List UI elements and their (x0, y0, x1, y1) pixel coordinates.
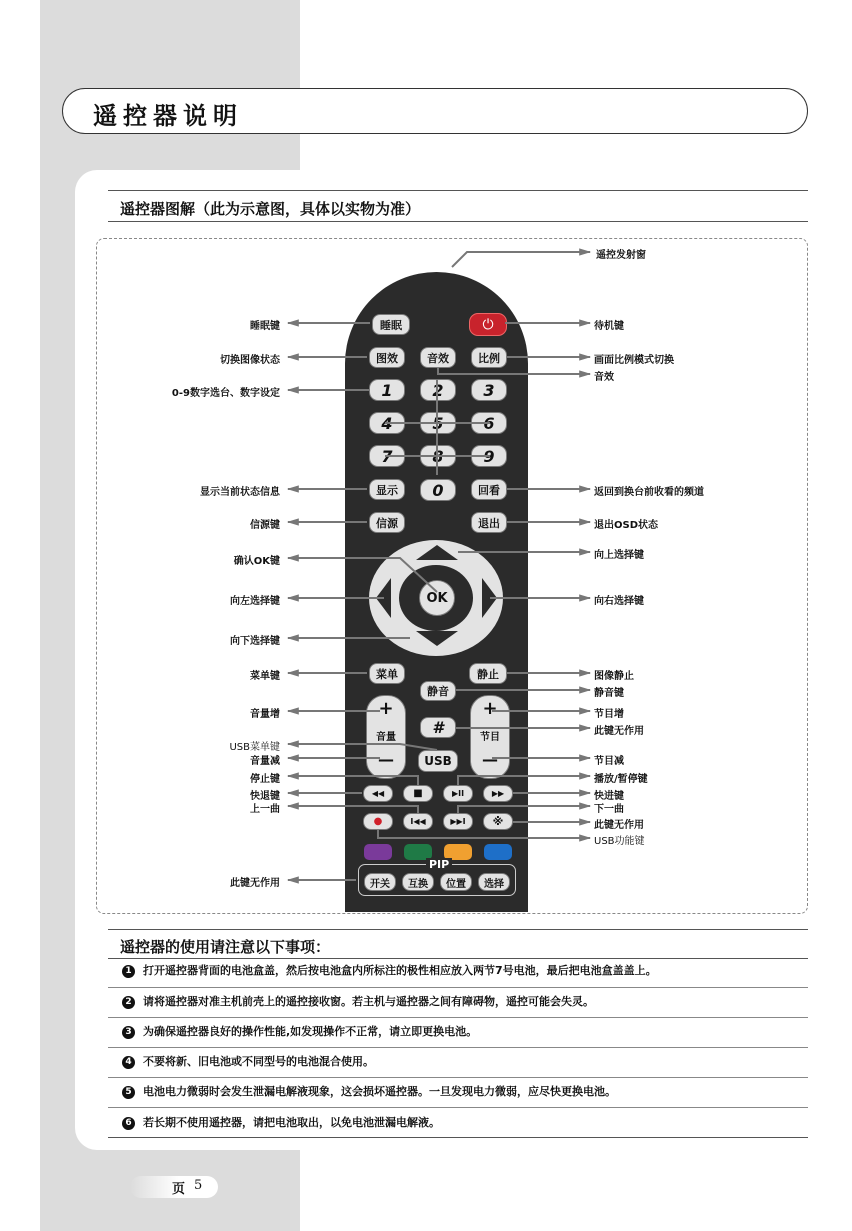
label-channel-down: 节目减 (594, 756, 624, 767)
label-channel-up: 节目增 (594, 709, 624, 720)
label-sleep: 睡眠键 (250, 321, 280, 332)
number-button[interactable]: 3 (471, 379, 507, 401)
note-item (122, 1023, 477, 1039)
note-text: 为确保遥控器良好的操作性能,如发现操作不正常，请立即更换电池。 (143, 1025, 478, 1038)
divider (108, 929, 808, 930)
number-button[interactable]: 2 (420, 379, 456, 401)
menu-button[interactable]: 菜单 (369, 663, 405, 684)
note-item (122, 993, 594, 1009)
label-display: 显示当前状态信息 (200, 487, 280, 498)
sound-button[interactable]: 音效 (420, 347, 456, 368)
mute-button[interactable]: 静音 (420, 681, 456, 701)
record-button[interactable]: ● (363, 813, 393, 830)
label-usb-menu: USB菜单键 (229, 742, 280, 753)
freeze-button[interactable]: 静止 (469, 663, 507, 684)
page-number: 5 (194, 1178, 203, 1193)
number-button[interactable]: 5 (420, 412, 456, 434)
label-star: 此键无作用 (594, 820, 644, 831)
pip-position-button[interactable]: 位置 (440, 873, 472, 891)
label-usb-function: USB功能键 (594, 836, 645, 847)
note-number: 5 (122, 1086, 135, 1099)
label-pip: 此键无作用 (230, 878, 280, 889)
note-text: 打开遥控器背面的电池盒盖，然后按电池盒内所标注的极性相应放入两节7号电池，最后把电池盒盖盖上。 (143, 964, 657, 977)
divider (108, 958, 808, 959)
label-emitter: 遥控发射窗 (596, 250, 646, 261)
pip-swap-button[interactable]: 互换 (402, 873, 434, 891)
label-down: 向下选择键 (230, 636, 280, 647)
number-button[interactable]: 4 (369, 412, 405, 434)
number-button[interactable]: 9 (471, 445, 507, 467)
rewind-button[interactable]: ◀◀ (363, 785, 393, 802)
channel-plus: + (482, 698, 498, 719)
label-play: 播放/暂停键 (594, 774, 648, 785)
display-button[interactable]: 显示 (369, 479, 405, 500)
previous-button[interactable]: I◀◀ (403, 813, 433, 830)
divider (108, 1077, 808, 1078)
ok-button[interactable]: OK (419, 580, 455, 616)
number-button[interactable]: 1 (369, 379, 405, 401)
recall-button[interactable]: 回看 (471, 479, 507, 500)
note-item (122, 962, 657, 978)
page-title: 遥控器说明 (93, 101, 243, 130)
label-previous: 上一曲 (250, 804, 280, 815)
note-item (122, 1114, 440, 1130)
volume-label: 音量 (376, 732, 396, 743)
label-left: 向左选择键 (230, 596, 280, 607)
label-numbers: 0-9数字选台、数字设定 (171, 388, 280, 399)
label-sound: 音效 (594, 372, 614, 383)
label-volume-down: 音量减 (250, 756, 280, 767)
note-number: 4 (122, 1056, 135, 1069)
number-button[interactable]: 0 (420, 479, 456, 501)
label-picture: 切换图像状态 (220, 355, 280, 366)
sleep-button[interactable]: 睡眠 (372, 314, 410, 335)
note-text: 请将遥控器对准主机前壳上的遥控接收窗。若主机与遥控器之间有障碍物，遥控可能会失灵。 (143, 995, 594, 1008)
note-number: 2 (122, 996, 135, 1009)
pip-toggle-button[interactable]: 开关 (364, 873, 396, 891)
label-up: 向上选择键 (594, 550, 644, 561)
divider (108, 1137, 808, 1138)
play-pause-button[interactable]: ▶II (443, 785, 473, 802)
label-next: 下一曲 (594, 804, 624, 815)
diagram-heading: 遥控器图解（此为示意图，具体以实物为准） (120, 200, 421, 218)
stop-button[interactable]: ■ (403, 785, 433, 802)
next-button[interactable]: ▶▶I (443, 813, 473, 830)
label-exit: 退出OSD状态 (594, 520, 659, 531)
ratio-button[interactable]: 比例 (471, 347, 507, 368)
usb-button[interactable]: USB (418, 750, 458, 772)
label-hash: 此键无作用 (594, 726, 644, 737)
label-stop: 停止键 (250, 774, 280, 785)
label-volume-up: 音量增 (250, 709, 280, 720)
label-fast-forward: 快进键 (594, 791, 624, 802)
pip-select-button[interactable]: 选择 (478, 873, 510, 891)
number-button[interactable]: 8 (420, 445, 456, 467)
label-right: 向右选择键 (594, 596, 644, 607)
picture-button[interactable]: 图效 (369, 347, 405, 368)
notes-heading: 遥控器的使用请注意以下事项： (120, 938, 331, 956)
note-text: 电池电力微弱时会发生泄漏电解液现象，这会损坏遥控器。一旦发现电力微弱，应尽快更换电池。 (143, 1085, 616, 1098)
label-ratio: 画面比例模式切换 (594, 355, 674, 366)
label-power: 待机键 (594, 321, 624, 332)
divider (108, 1047, 808, 1048)
number-button[interactable]: 6 (471, 412, 507, 434)
label-rewind: 快退键 (250, 791, 280, 802)
hash-button[interactable]: # (420, 717, 456, 738)
divider (108, 987, 808, 988)
label-mute: 静音键 (594, 688, 624, 699)
divider (108, 1017, 808, 1018)
note-text: 若长期不使用遥控器，请把电池取出，以免电池泄漏电解液。 (143, 1116, 440, 1129)
note-item (122, 1083, 616, 1099)
star-button[interactable]: ※ (483, 813, 513, 830)
note-number: 6 (122, 1117, 135, 1130)
channel-minus: — (482, 750, 498, 769)
note-number: 3 (122, 1026, 135, 1039)
label-source: 信源键 (250, 520, 280, 531)
label-recall: 返回到换台前收看的频道 (594, 487, 704, 498)
note-text: 不要将新、旧电池或不同型号的电池混合使用。 (143, 1055, 374, 1068)
page-footer (130, 1176, 218, 1198)
pip-label: PIP (426, 858, 452, 871)
label-menu: 菜单键 (250, 671, 280, 682)
channel-label: 节目 (480, 732, 500, 743)
note-item (122, 1053, 374, 1069)
label-ok: 确认OK键 (233, 556, 280, 567)
number-button[interactable]: 7 (369, 445, 405, 467)
source-button[interactable]: 信源 (369, 512, 405, 533)
divider (108, 1107, 808, 1108)
label-freeze: 图像静止 (594, 671, 634, 682)
page-word: 页 (172, 1182, 186, 1197)
exit-button[interactable]: 退出 (471, 512, 507, 533)
note-number: 1 (122, 965, 135, 978)
volume-minus: — (378, 750, 394, 769)
volume-plus: + (378, 698, 394, 719)
fast-forward-button[interactable]: ▶▶ (483, 785, 513, 802)
power-icon: ⏻ (482, 316, 494, 333)
